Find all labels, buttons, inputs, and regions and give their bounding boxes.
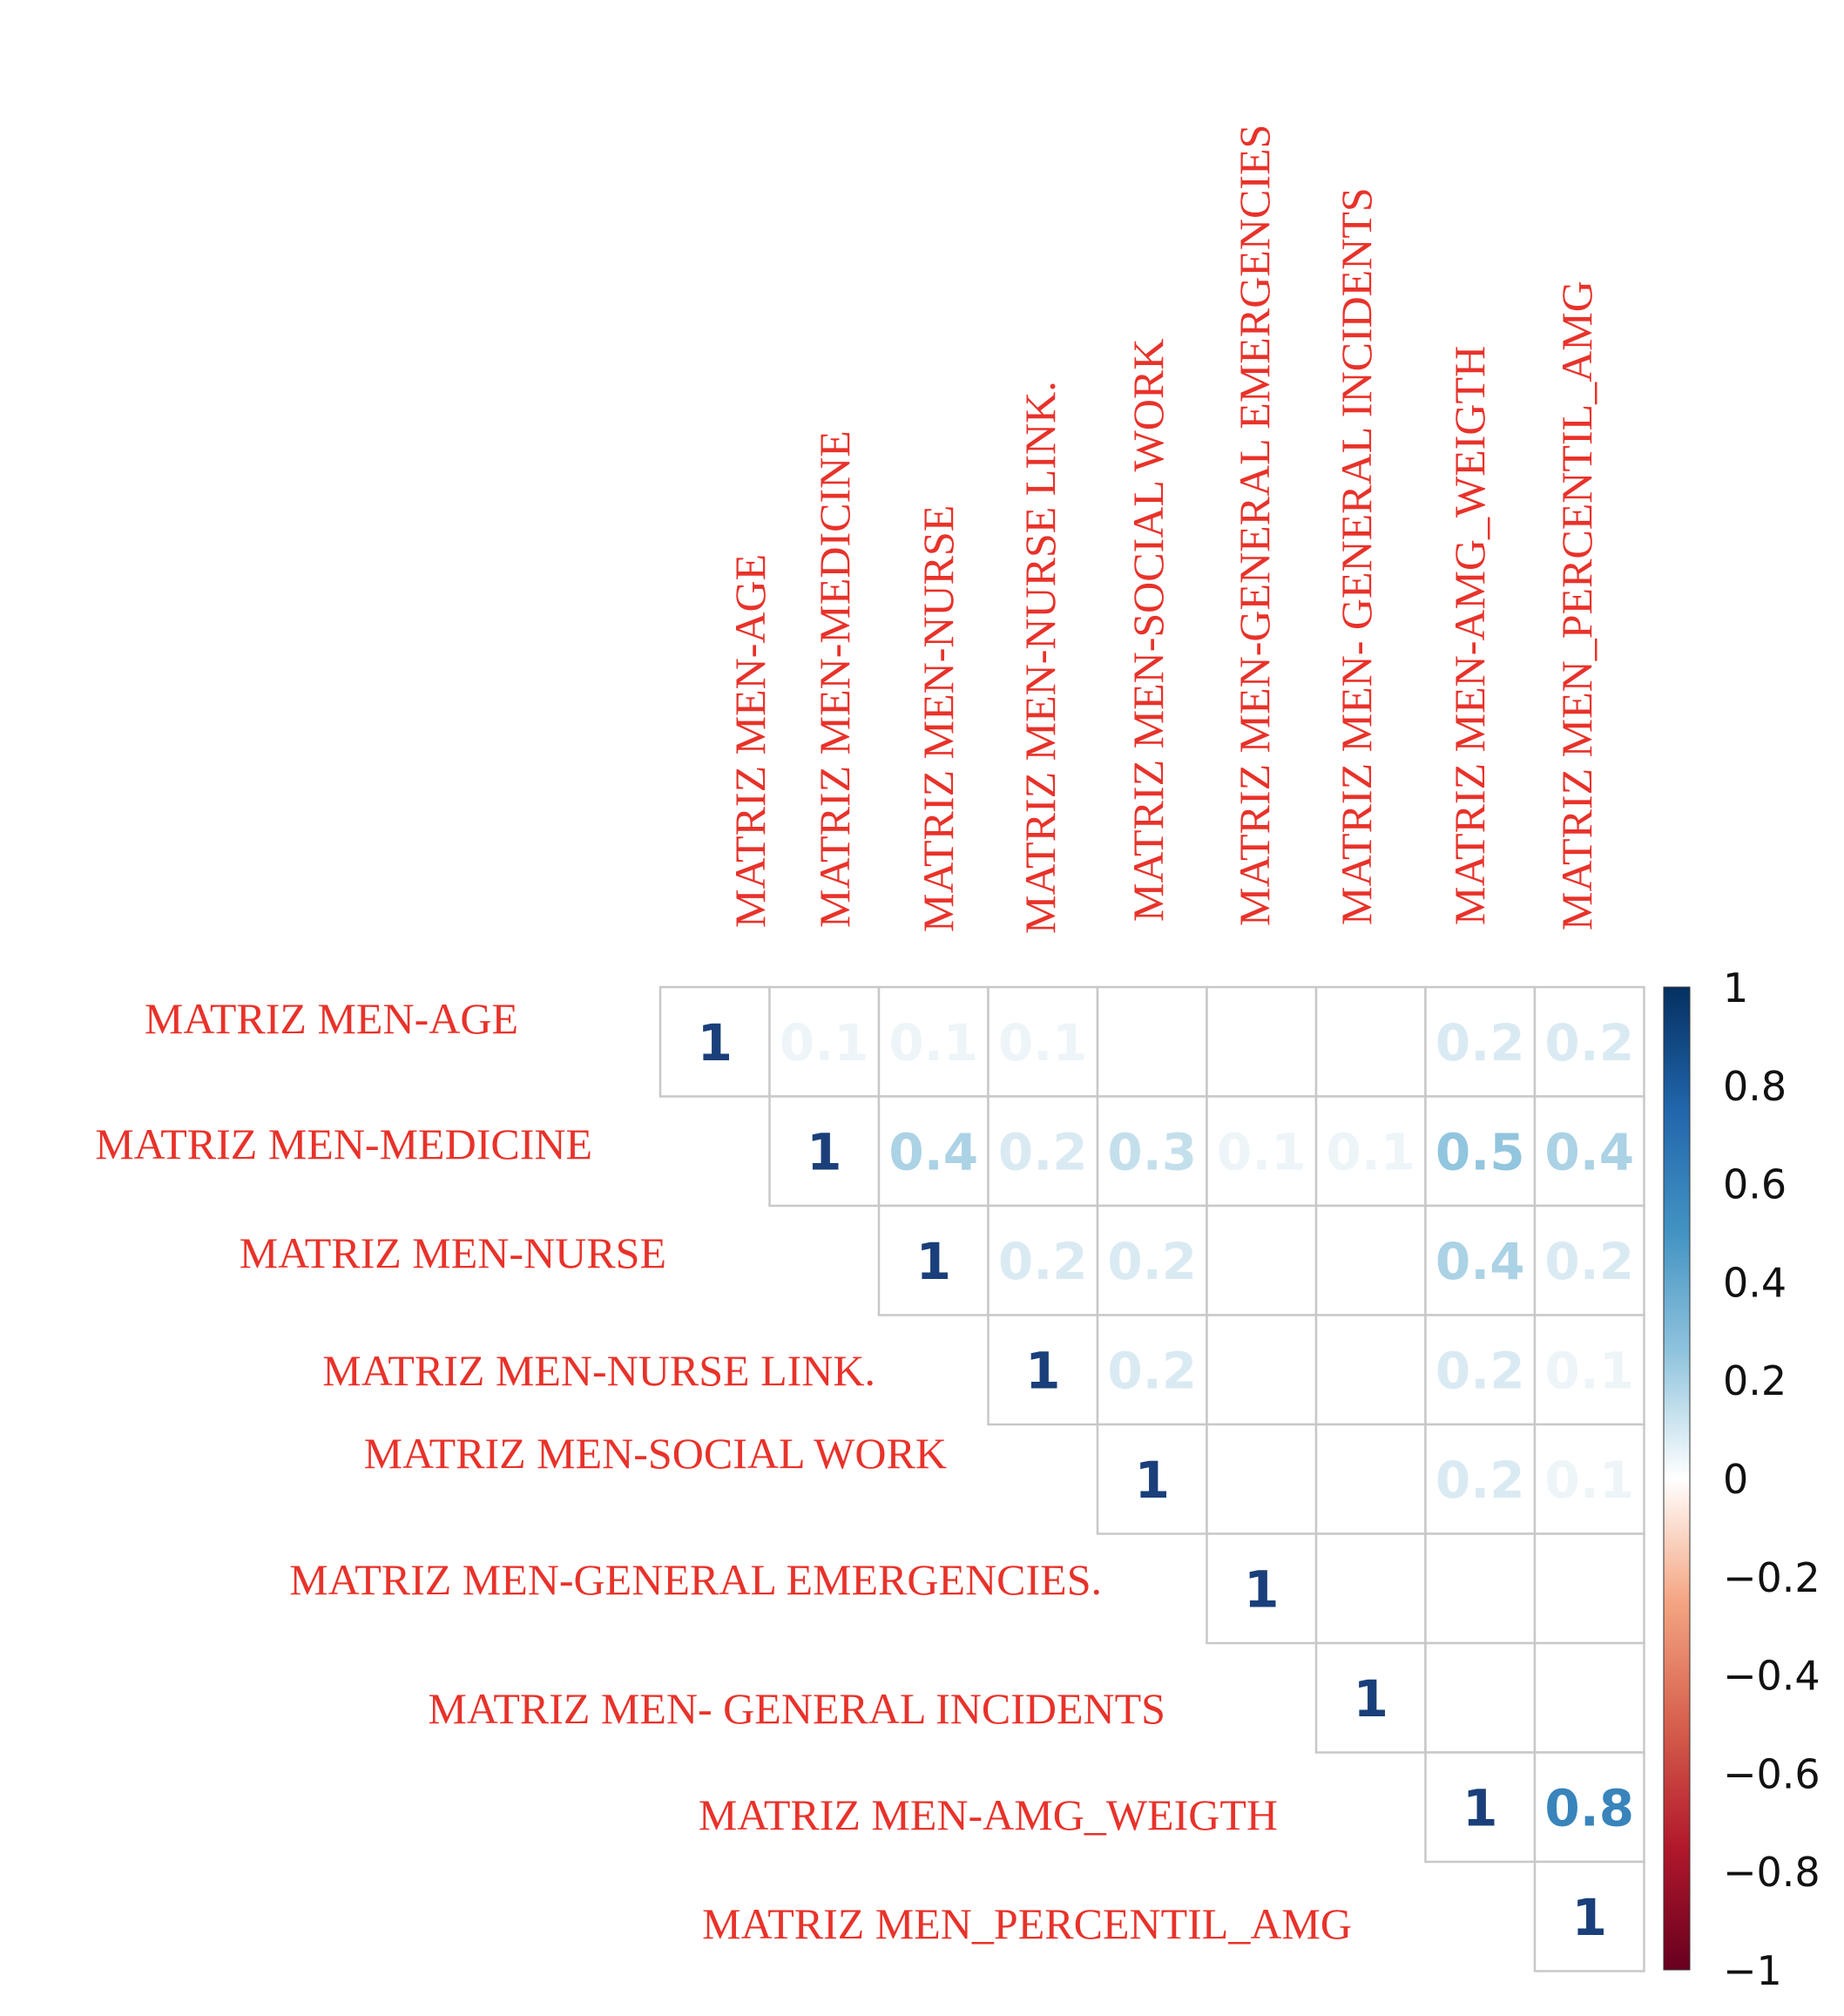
colorbar-gradient <box>1664 987 1690 1970</box>
colorbar-tick-label: −0.6 <box>1723 1750 1820 1798</box>
matrix-cell <box>1316 987 1426 1097</box>
matrix-cell <box>1316 1206 1426 1316</box>
colorbar-tick-label: −1 <box>1723 1947 1782 1994</box>
diagonal-value: 1 <box>1025 1341 1061 1401</box>
correlation-value: 0.1 <box>997 1012 1088 1072</box>
correlation-value: 0.1 <box>1544 1341 1635 1401</box>
correlation-value: 0.1 <box>1216 1122 1307 1182</box>
column-label: MATRIZ MEN-MEDICINE <box>810 430 859 928</box>
column-label: MATRIZ MEN-NURSE LINK. <box>1016 381 1064 934</box>
correlation-value: 0.2 <box>1435 1012 1525 1072</box>
colorbar-tick-label: 0.4 <box>1723 1259 1787 1307</box>
correlation-value: 0.3 <box>1107 1122 1198 1182</box>
correlation-value: 0 <box>1244 1012 1280 1072</box>
row-label: MATRIZ MEN-MEDICINE <box>95 1120 592 1168</box>
correlation-value: 0.2 <box>1544 1231 1635 1291</box>
diagonal-value: 1 <box>1134 1450 1170 1510</box>
diagonal-value: 1 <box>1353 1668 1388 1728</box>
matrix-cell <box>1535 1534 1645 1644</box>
correlation-value: 0.2 <box>1107 1231 1198 1291</box>
colorbar-tick-label: 1 <box>1723 964 1749 1011</box>
colorbar-tick-label: −0.4 <box>1723 1652 1820 1700</box>
matrix-cell <box>1316 1424 1426 1534</box>
diagonal-value: 1 <box>807 1122 842 1182</box>
colorbar-tick-label: 0 <box>1723 1456 1749 1503</box>
diagonal-value: 1 <box>1244 1559 1280 1620</box>
colorbar-tick-label: 0.2 <box>1723 1357 1787 1405</box>
correlation-value: 0.2 <box>1107 1341 1198 1401</box>
row-label: MATRIZ MEN-SOCIAL WORK <box>363 1429 947 1478</box>
correlation-value: 0.2 <box>997 1122 1088 1182</box>
correlation-value: 0.1 <box>888 1012 979 1072</box>
column-label: MATRIZ MEN-NURSE <box>914 504 963 932</box>
colorbar-tick-label: 0.8 <box>1723 1062 1787 1110</box>
colorbar-tick-label: −0.8 <box>1723 1849 1820 1897</box>
correlation-value: 0.8 <box>1544 1778 1635 1838</box>
correlation-value: 0.2 <box>1435 1450 1525 1510</box>
row-label: MATRIZ MEN-GENERAL EMERGENCIES. <box>289 1555 1102 1604</box>
diagonal-value: 1 <box>1462 1778 1498 1838</box>
correlation-value: 0.2 <box>1544 1012 1635 1072</box>
correlation-value: 0 <box>1244 1341 1280 1401</box>
matrix-cell <box>1426 1643 1536 1753</box>
correlation-value: 0.2 <box>1435 1341 1525 1401</box>
row-label: MATRIZ MEN_PERCENTIL_AMG <box>702 1899 1352 1948</box>
correlation-value: 0.4 <box>1435 1231 1525 1291</box>
matrix-cell <box>1535 1643 1645 1753</box>
column-label: MATRIZ MEN-AGE <box>726 553 774 928</box>
colorbar <box>1664 987 1690 1970</box>
diagonal-value: 1 <box>915 1231 951 1291</box>
correlation-value: 0 <box>1134 1012 1170 1072</box>
colorbar-tick-label: 0.6 <box>1723 1160 1787 1208</box>
column-label: MATRIZ MEN- GENERAL INCIDENTS <box>1332 187 1381 925</box>
diagonal-value: 1 <box>1571 1887 1607 1947</box>
correlation-value: 0 <box>1244 1231 1280 1291</box>
row-label: MATRIZ MEN-NURSE <box>239 1228 666 1277</box>
correlation-value: 0.2 <box>997 1231 1088 1291</box>
column-label: MATRIZ MEN_PERCENTIL_AMG <box>1552 281 1601 930</box>
correlation-value: 0.4 <box>888 1122 979 1182</box>
matrix-cell <box>1426 1534 1536 1644</box>
column-label: MATRIZ MEN-GENERAL EMERGENCIES <box>1230 124 1279 926</box>
column-label: MATRIZ MEN-AMG_WEIGTH <box>1445 345 1494 925</box>
correlation-value: 0 <box>1244 1450 1280 1510</box>
diagonal-value: 1 <box>697 1012 733 1072</box>
row-label: MATRIZ MEN-NURSE LINK. <box>322 1346 875 1395</box>
column-label: MATRIZ MEN-SOCIAL WORK <box>1124 338 1172 922</box>
column-labels <box>726 125 1601 934</box>
colorbar-ticks <box>1723 964 1820 1994</box>
correlation-value: 0.4 <box>1544 1122 1635 1182</box>
correlation-value: 0.1 <box>1326 1122 1416 1182</box>
colorbar-tick-label: −0.2 <box>1723 1553 1820 1601</box>
row-label: MATRIZ MEN-AGE <box>144 994 518 1043</box>
matrix-cell <box>1316 1316 1426 1425</box>
correlation-value: 0.5 <box>1435 1122 1525 1182</box>
row-label: MATRIZ MEN- GENERAL INCIDENTS <box>428 1684 1165 1733</box>
correlation-value: 0.1 <box>779 1012 869 1072</box>
row-label: MATRIZ MEN-AMG_WEIGTH <box>698 1790 1278 1839</box>
correlation-value: 0.1 <box>1544 1450 1635 1510</box>
matrix-cell <box>1316 1534 1426 1644</box>
